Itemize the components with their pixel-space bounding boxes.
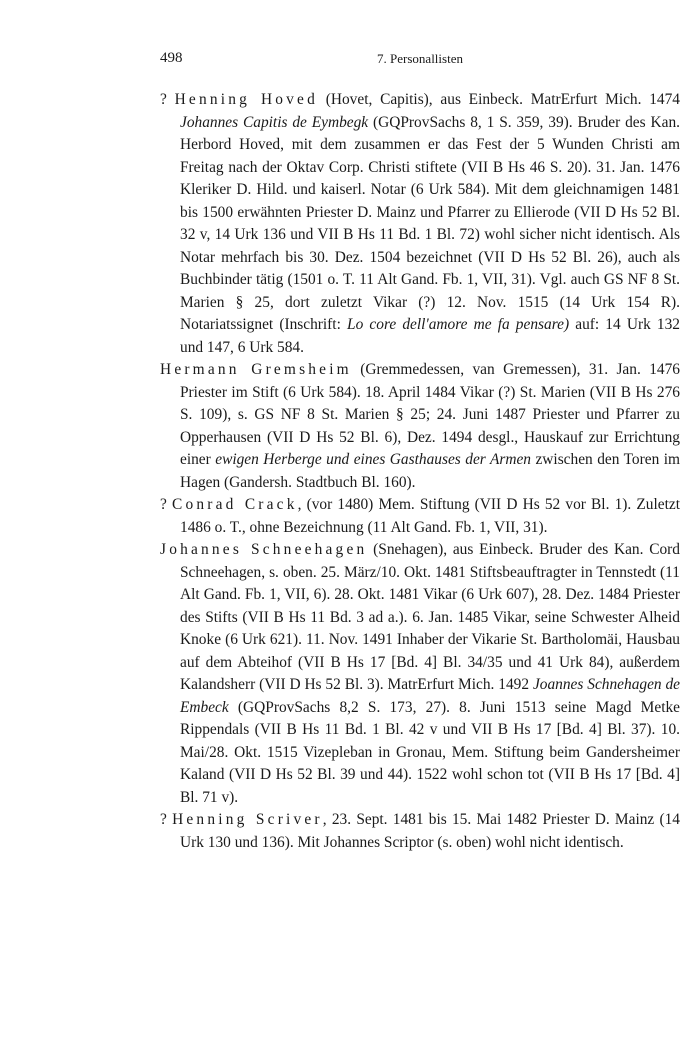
person-name: Hermann Gremsheim [160,361,352,378]
uncertain-marker: ? [160,91,175,108]
entry-text: (Hovet, Capitis), aus Einbeck. MatrErfurt Mich. 1474 [317,91,680,108]
person-name: Henning Hoved [174,91,318,108]
person-entry [160,89,680,359]
entry-text: (GQProvSachs 8,2 S. 173, 27). 8. Juni 1513 seine Magd Metke Rippendals (VII B Hs 11 Bd. 1 Bl. 42 v und VII B Hs 17 [Bd. 4] Bl. 37). 10. Mai/28. Okt. 1515 Vizepleban in Gronau, Mem. Stiftung beim Gandersheimer Kaland (VII D Hs 52 Bl. 39 und 44). 1522 wohl schon tot (VII B Hs 17 [Bd. 4] Bl. 71 v). [180,698,680,806]
entry-text: (GQProvSachs 8, 1 S. 359, 39). Bruder des Kan. Herbord Hoved, mit dem zusammen er das Fest der 5 Wunden Christi am Freitag nach der Oktav Corp. Christi stiftete (VII B Hs 46 S. 20). 31. Jan. 1476 Kleriker D. Hild. und kaiserl. Notar (6 Urk 584). Mit dem gleichnamigen 1481 bis 1500 erwähnten Priester D. Mainz und Pfarrer zu Ellierode (VII D Hs 52 Bl. 32 v, 14 Urk 136 und VII B Hs 11 Bd. 1 Bl. 72) wohl sicher nicht identisch. Als Notar mehrfach bis 30. Dez. 1504 bezeichnet (VII D Hs 52 Bl. 26), auch als Buchbinder tätig (1501 o. T. 11 Alt Gand. Fb. 1, VII, 31). Vgl. auch GS NF 8 St. Marien § 25, dort zuletzt Vikar (?) 12. Nov. 1515 (14 Urk 154 R). Notariatssignet (Inschrift: [180,113,680,333]
uncertain-marker: ? [160,496,172,513]
uncertain-marker: ? [160,811,173,828]
person-entry [160,809,680,854]
page-header [160,50,680,70]
italic-citation: ewigen Herberge und eines Gasthauses der Armen [215,451,531,468]
person-entry [160,494,680,539]
italic-citation: Lo core dell'amore me fa pensare) [347,316,570,333]
person-list [160,89,680,854]
entry-text: zwischen den Toren im Hagen (Gandersh. Stadtbuch Bl. 160). [180,451,680,491]
person-name: Henning Scriver [172,811,323,828]
entry-text: , 23. Sept. 1481 bis 15. Mai 1482 Priester D. Mainz (14 Urk 130 und 136). Mit Johannes Scriptor (s. oben) wohl nicht identisch. [180,811,681,851]
running-title: 7. Personallisten [377,51,463,66]
entry-text: (Snehagen), aus Einbeck. Bruder des Kan. Cord Schneehagen, s. oben. 25. März/10. Okt. 1481 Stiftsbeauftragter in Tennstedt (11 Alt Gand. Fb. 1, VII, 6). 28. Okt. 1481 Vikar (6 Urk 607), 28. Dez. 1484 Priester des Stifts (VII B Hs 11 Bd. 3 ad a.). 6. Jan. 1485 Vikar, seine Schwester Alheid Knoke (6 Urk 621). 11. Nov. 1491 Inhaber der Vikarie St. Bartholomäi, Hausbau auf dem Abteihof (VII B Hs 17 [Bd. 4] Bl. 34/35 und 41 Urk 84), außerdem Kalandsherr (VII D Hs 52 Bl. 3). MatrErfurt Mich. 1492 [180,541,680,693]
entry-text: (Gremmedessen, van Gremessen), 31. Jan. 1476 Priester im Stift (6 Urk 584). 18. April 1484 Vikar (?) St. Marien (VII B Hs 276 S. 109), s. GS NF 8 St. Marien § 25; 24. Juni 1487 Priester und Pfarrer zu Opperhausen (VII D Hs 52 Bl. 6), Dez. 1494 desgl., Hauskauf zur Errichtung einer [180,361,680,468]
person-name: Johannes Schneehagen [160,541,368,558]
entry-text: auf: 14 Urk 132 und 147, 6 Urk 584. [180,316,681,356]
italic-citation: Joannes Schnehagen de Embeck [180,676,681,716]
italic-citation: Johannes Capitis de Eymbegk [180,113,369,131]
page-number: 498 [160,50,183,66]
entry-text: , (vor 1480) Mem. Stiftung (VII D Hs 52 vor Bl. 1). Zuletzt 1486 o. T., ohne Bezeichnung (11 Alt Gand. Fb. 1, VII, 31). [180,496,680,536]
person-entry [160,539,680,809]
person-name: Conrad Crack [171,496,298,513]
person-entry [160,359,680,494]
